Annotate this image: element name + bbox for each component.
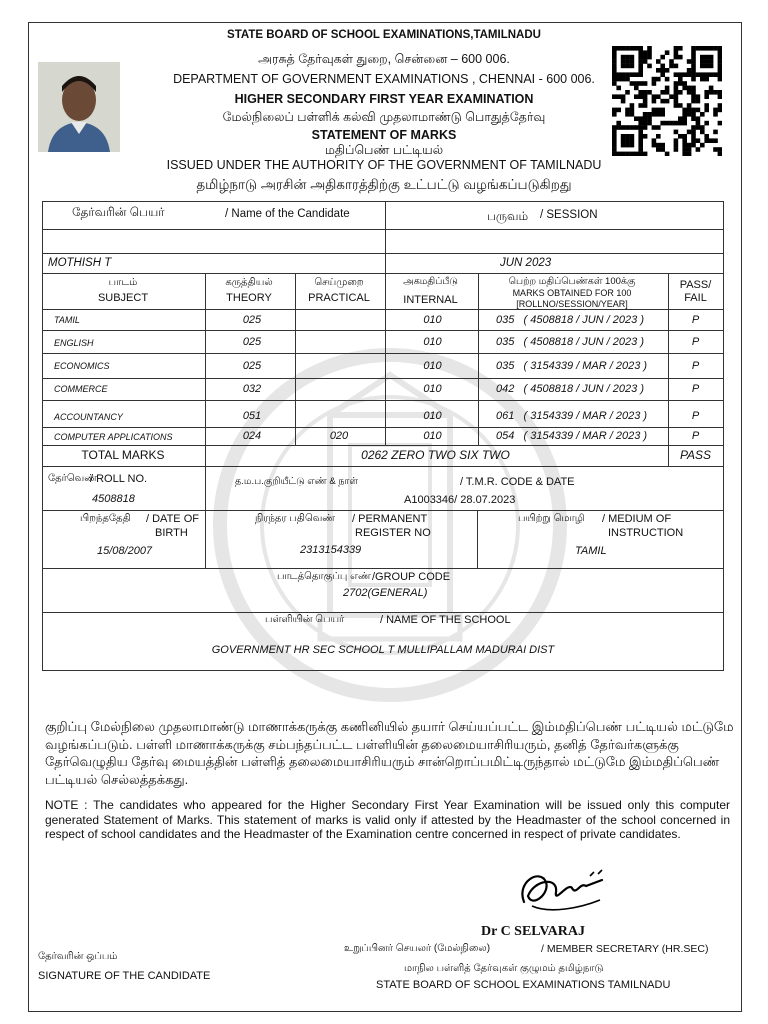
candidate-name: MOTHISH T (48, 257, 112, 269)
row-theory: 032 (242, 383, 262, 395)
row-theory: 025 (242, 314, 262, 326)
board-tamil: மாநில பள்ளித் தேர்வுகள் குழுமம் தமிழ்நாடு (404, 963, 604, 974)
row-internal: 010 (423, 360, 442, 372)
perm-label: / PERMANENT (352, 513, 428, 525)
medium-label-tamil: பயிற்று மொழி (518, 513, 585, 524)
group-label: /GROUP CODE (372, 571, 451, 583)
total-result: PASS (679, 448, 712, 462)
secretary-role: / MEMBER SECRETARY (HR.SEC) (541, 943, 709, 955)
row-total: 035 ( 3154339 / MAR / 2023 ) (496, 360, 648, 372)
secretary-signature-mark (510, 862, 620, 920)
dept-tamil: அரசுத் தேர்வுகள் துறை, சென்னை – 600 006. (258, 52, 510, 66)
row-total: 035 ( 4508818 / JUN / 2023 ) (496, 336, 644, 348)
roll-label: / ROLL NO. (90, 473, 148, 485)
col-obtained: MARKS OBTAINED FOR 100 (512, 288, 632, 298)
dob-label: / DATE OF (146, 513, 199, 525)
row-internal: 010 (423, 336, 442, 348)
row-subject: COMPUTER APPLICATIONS (54, 432, 173, 442)
col-passfail-2: FAIL (684, 292, 707, 304)
row-total: 035 ( 4508818 / JUN / 2023 ) (496, 314, 644, 326)
col-obtained-sub: [ROLLNO/SESSION/YEAR] (516, 299, 628, 309)
board-title: STATE BOARD OF SCHOOL EXAMINATIONS,TAMILNADU (227, 29, 541, 41)
col-internal-tamil: அகமதிப்பீடு (403, 276, 458, 287)
col-theory-tamil: கருத்தியல் (225, 277, 273, 288)
col-subject-tamil: பாடம் (108, 277, 138, 288)
row-subject: TAMIL (54, 315, 80, 325)
statement-tamil: மதிப்பெண் பட்டியல் (324, 143, 444, 157)
tamil-note: குறிப்பு மேல்நிலை முதலாமாண்டு மாணாக்கருக்கு கணினியில் தயார் செய்யப்பட்ட இம்மதிப்பெண் பட்டியல் மட்டுமே வழங்கப்படும். பள்ளி மாணாக்கருக்கு சம்பந்தப்பட்ட பள்ளியின் தலைமையாசிரியரும், தனித் தேர்வர்களுக்கு தேர்வெழுதிய தேர்வு மையத்தின் பள்ளித் தலைமையாசிரியரும் சான்றொப்பமிட்டிருந்தால் மட்டுமே இம்மதிப்பெண் பட்டியல் செல்லத்தக்கது. (45, 719, 734, 787)
secretary-role-tamil: உறுப்பினர் செயலர் (மேல்நிலை) (344, 943, 491, 954)
row-result: P (691, 336, 700, 348)
school-label-tamil: பள்ளியின் பெயர் (265, 614, 345, 625)
row-result: P (691, 314, 700, 326)
row-total: 054 ( 3154339 / MAR / 2023 ) (496, 430, 648, 442)
row-practical: 020 (329, 430, 349, 442)
row-internal: 010 (423, 430, 442, 442)
dob-label-tamil: பிறந்ததேதி (80, 513, 131, 524)
session-value: JUN 2023 (500, 257, 552, 269)
session-label: / SESSION (540, 209, 598, 221)
english-note: NOTE : The candidates who appeared for the Higher Secondary First Year Examination will be issued only this computer generated Statement of Marks. This statement of marks is valid only if attested by the Headmaster of the school concerned in respect of school candidates and the Headmaster of the Examination centre concerned in respect of private candidates. (45, 798, 730, 842)
issued-authority: ISSUED UNDER THE AUTHORITY OF THE GOVERNMENT OF TAMILNADU (166, 158, 602, 172)
col-passfail: PASS/ (679, 279, 712, 291)
total-value: 0262 ZERO TWO SIX TWO (361, 448, 510, 462)
medium-label-2: INSTRUCTION (608, 527, 684, 539)
exam-title: HIGHER SECONDARY FIRST YEAR EXAMINATION (234, 92, 534, 106)
row-theory: 025 (242, 336, 262, 348)
total-label: TOTAL MARKS (81, 448, 165, 462)
row-total: 042 ( 4508818 / JUN / 2023 ) (496, 383, 644, 395)
row-subject: ENGLISH (54, 338, 94, 348)
col-internal: INTERNAL (403, 294, 458, 306)
row-internal: 010 (423, 314, 442, 326)
medium-value: TAMIL (575, 545, 607, 557)
school-label: / NAME OF THE SCHOOL (380, 614, 511, 626)
row-result: P (691, 360, 700, 372)
row-internal: 010 (423, 410, 442, 422)
row-theory: 025 (242, 360, 262, 372)
row-theory: 024 (242, 430, 262, 442)
name-label-tamil: தேர்வரின் பெயர் (72, 205, 165, 219)
group-value: 2702(GENERAL) (343, 587, 428, 599)
perm-label-2: REGISTER NO (355, 527, 431, 539)
roll-label-tamil: தேர்வெண் (48, 473, 97, 484)
exam-tamil: மேல்நிலைப் பள்ளிக் கல்வி முதலாமாண்டு பொதுத்தேர்வு (222, 110, 546, 124)
row-subject: ACCOUNTANCY (54, 412, 123, 422)
tmr-label-tamil: த.ம.ப.குறியீட்டு எண் & நாள் (235, 476, 358, 487)
school-value: GOVERNMENT HR SEC SCHOOL T MULLIPALLAM MADURAI DIST (211, 644, 555, 656)
col-subject: SUBJECT (97, 292, 149, 304)
col-theory: THEORY (226, 292, 272, 304)
candidate-signature-label: SIGNATURE OF THE CANDIDATE (38, 970, 211, 982)
row-result: P (691, 430, 700, 442)
secretary-name: Dr C SELVARAJ (481, 924, 585, 939)
roll-value: 4508818 (92, 493, 135, 505)
row-theory: 051 (242, 410, 262, 422)
row-result: P (691, 410, 700, 422)
perm-value: 2313154339 (300, 544, 362, 556)
medium-label: / MEDIUM OF (602, 513, 672, 525)
row-total: 061 ( 3154339 / MAR / 2023 ) (496, 410, 648, 422)
dob-value: 15/08/2007 (97, 545, 153, 557)
row-subject: ECONOMICS (54, 361, 110, 371)
row-result: P (691, 383, 700, 395)
name-label: / Name of the Candidate (225, 208, 350, 220)
session-label-tamil: பருவம் (487, 209, 529, 223)
statement-title: STATEMENT OF MARKS (311, 128, 457, 142)
dob-label-2: BIRTH (155, 527, 188, 539)
tmr-label: / T.M.R. CODE & DATE (460, 476, 575, 488)
group-label-tamil: பாடத்தொகுப்பு எண் (277, 571, 371, 582)
row-subject: COMMERCE (54, 384, 108, 394)
candidate-signature-tamil: தேர்வரின் ஒப்பம் (38, 951, 118, 962)
row-internal: 010 (423, 383, 442, 395)
tmr-value: A1003346/ 28.07.2023 (404, 494, 516, 506)
col-practical-tamil: செய்முறை (314, 277, 364, 288)
board-footer: STATE BOARD OF SCHOOL EXAMINATIONS TAMILNADU (376, 979, 671, 991)
col-obtained-tamil: பெற்ற மதிப்பெண்கள் 100க்கு (508, 276, 636, 287)
dept-title: DEPARTMENT OF GOVERNMENT EXAMINATIONS , CHENNAI - 600 006. (173, 72, 595, 86)
col-practical: PRACTICAL (308, 292, 370, 304)
issued-tamil: தமிழ்நாடு அரசின் அதிகாரத்திற்கு உட்பட்டு வழங்கப்படுகிறது (196, 177, 572, 192)
perm-label-tamil: நிரந்தர பதிவெண் (255, 513, 336, 524)
